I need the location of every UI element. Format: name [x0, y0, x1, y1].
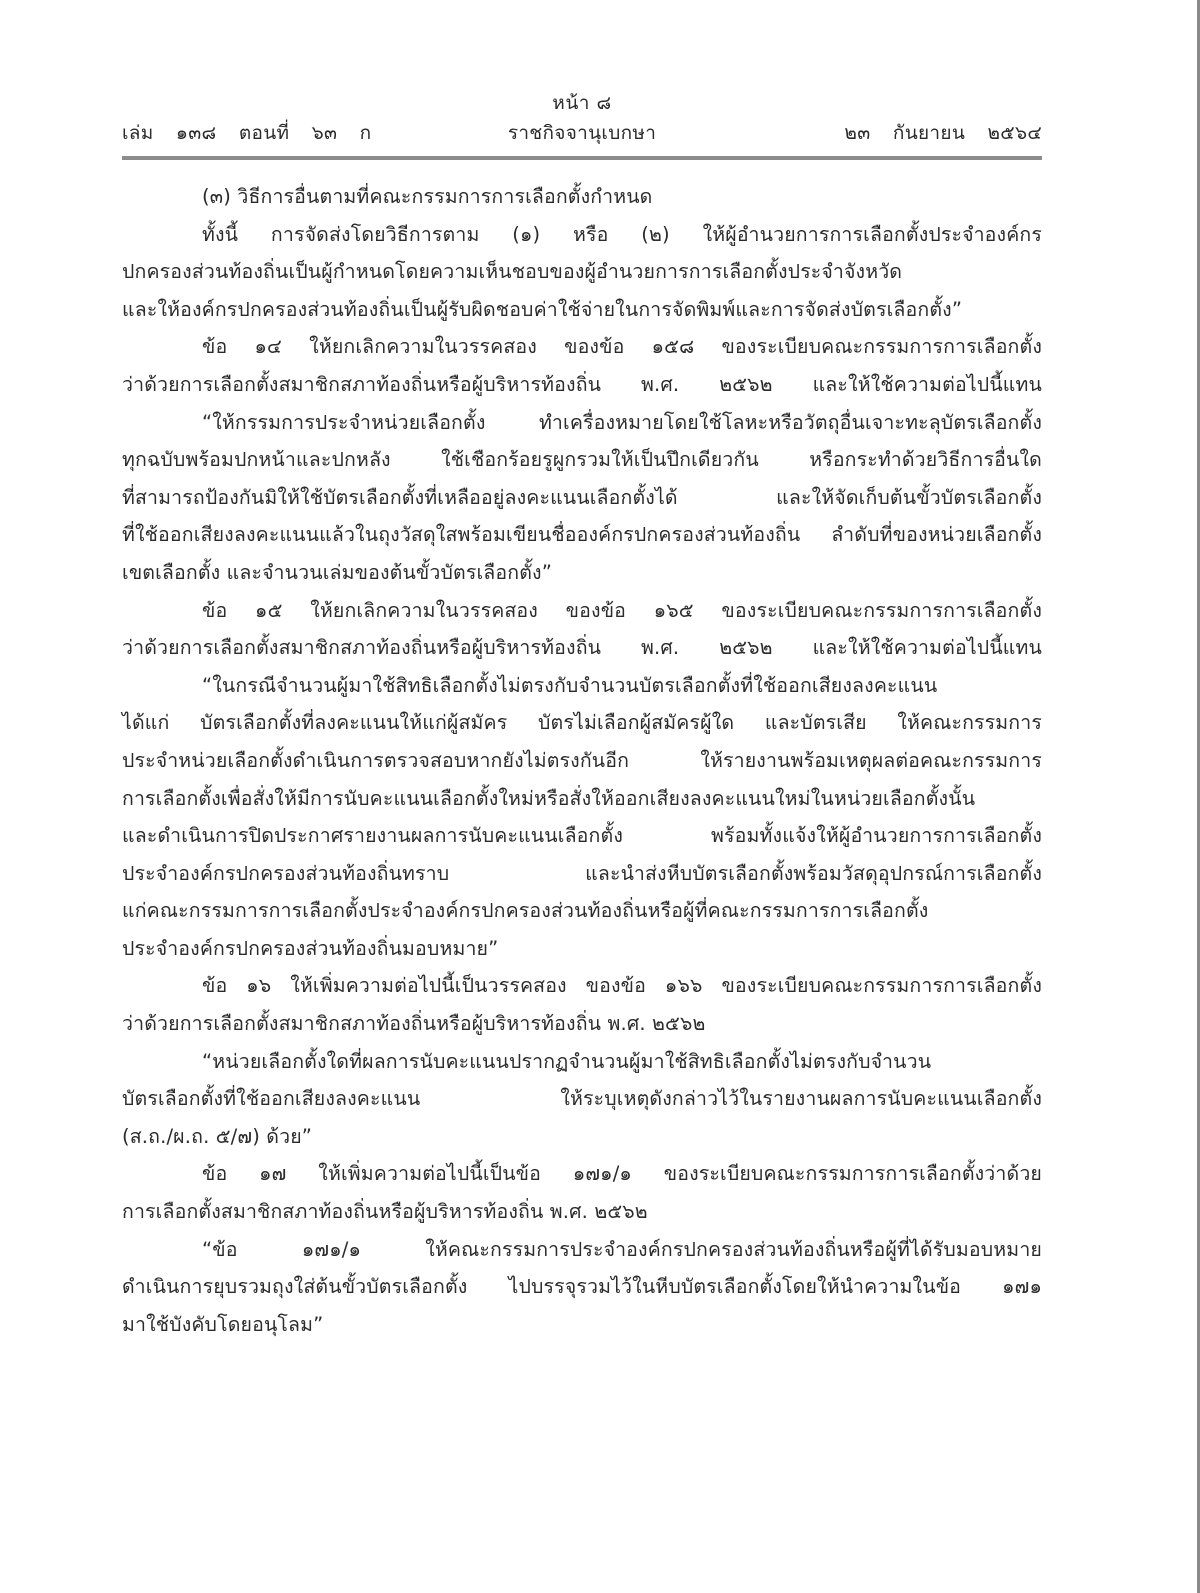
document-line: ประจำองค์กรปกครองส่วนท้องถิ่นทราบ และนำส่งหีบบัตรเลือกตั้งพร้อมวัสดุอุปกรณ์การเลือกตั้ง [122, 861, 1042, 885]
document-line: ดำเนินการยุบรวมถุงใส่ต้นขั้วบัตรเลือกตั้ง ไปบรรจุรวมไว้ในหีบบัตรเลือกตั้งโดยให้นำความในข้อ ๑๗๑ [122, 1275, 1042, 1299]
page-number: หน้า ๘ [552, 92, 612, 114]
document-line: ข้อ ๑๔ ให้ยกเลิกความในวรรคสอง ของข้อ ๑๕๘ ของระเบียบคณะกรรมการการเลือกตั้ง [202, 335, 1042, 359]
document-line: ข้อ ๑๖ ให้เพิ่มความต่อไปนี้เป็นวรรคสอง ของข้อ ๑๖๖ ของระเบียบคณะกรรมการการเลือกตั้ง [202, 974, 1042, 998]
document-line: บัตรเลือกตั้งที่ใช้ออกเสียงลงคะแนน ให้ระบุเหตุดังกล่าวไว้ในรายงานผลการนับคะแนนเลือกตั้ง [122, 1087, 1042, 1111]
document-line: “หน่วยเลือกตั้งใดที่ผลการนับคะแนนปรากฏจำนวนผู้มาใช้สิทธิเลือกตั้งไม่ตรงกับจำนวน [202, 1049, 932, 1073]
document-line: และดำเนินการปิดประกาศรายงานผลการนับคะแนนเลือกตั้ง พร้อมทั้งแจ้งให้ผู้อำนวยการการเลือกตั้ง [122, 824, 1042, 848]
volume-label: เล่ม [122, 122, 154, 144]
document-line: (๓) วิธีการอื่นตามที่คณะกรรมการการเลือกตั้งกำหนด [202, 185, 653, 208]
document-line: ที่ใช้ออกเสียงลงคะแนนแล้วในถุงวัสดุใสพร้อมเขียนชื่อองค์กรปกครองส่วนท้องถิ่น ลำดับที่ของหน่วยเลือกตั้ง [122, 523, 1042, 547]
header-divider [122, 156, 1042, 160]
document-line: และให้องค์กรปกครองส่วนท้องถิ่นเป็นผู้รับผิดชอบค่าใช้จ่ายในการจัดพิมพ์และการจัดส่งบัตรเลือกตั้ง” [122, 297, 963, 321]
document-line: การเลือกตั้งเพื่อสั่งให้มีการนับคะแนนเลือกตั้งใหม่หรือสั่งให้ออกเสียงลงคะแนนใหม่ในหน่วยเลือกตั้งนั้น [122, 786, 976, 810]
publication-title: ราชกิจจานุเบกษา [507, 122, 657, 144]
document-line: ข้อ ๑๗ ให้เพิ่มความต่อไปนี้เป็นข้อ ๑๗๑/๑ ของระเบียบคณะกรรมการการเลือกตั้งว่าด้วย [202, 1162, 1042, 1186]
document-line: ทุกฉบับพร้อมปกหน้าและปกหลัง ใช้เชือกร้อยรูผูกรวมให้เป็นปึกเดียวกัน หรือกระทำด้วยวิธีการอื่นใด [122, 448, 1042, 472]
document-line: ประจำหน่วยเลือกตั้งดำเนินการตรวจสอบหากยังไม่ตรงกันอีก ให้รายงานพร้อมเหตุผลต่อคณะกรรมการ [122, 748, 1042, 772]
document-line: ที่สามารถป้องกันมิให้ใช้บัตรเลือกตั้งที่เหลืออยู่ลงคะแนนเลือกตั้งได้ และให้จัดเก็บต้นขั้วบัตรเลือกตั้ง [122, 485, 1042, 509]
date-month: กันยายน [892, 122, 966, 144]
document-line: เขตเลือกตั้ง และจำนวนเล่มของต้นขั้วบัตรเลือกตั้ง” [122, 560, 552, 584]
document-line: มาใช้บังคับโดยอนุโลม” [122, 1312, 324, 1336]
issue-section: ก [359, 122, 372, 144]
issue-number: ๖๓ [311, 122, 338, 144]
document-line: ทั้งนี้ การจัดส่งโดยวิธีการตาม (๑) หรือ (๒) ให้ผู้อำนวยการการเลือกตั้งประจำองค์กร [202, 222, 1042, 246]
document-line: ปกครองส่วนท้องถิ่นเป็นผู้กำหนดโดยความเห็นชอบของผู้อำนวยการการเลือกตั้งประจำจังหวัด [122, 260, 903, 284]
header-volume-issue [122, 118, 387, 148]
document-line: “ข้อ ๑๗๑/๑ ให้คณะกรรมการประจำองค์กรปกครองส่วนท้องถิ่นหรือผู้ที่ได้รับมอบหมาย [202, 1237, 1042, 1261]
document-line: ว่าด้วยการเลือกตั้งสมาชิกสภาท้องถิ่นหรือผู้บริหารท้องถิ่น พ.ศ. ๒๕๖๒ [122, 1012, 706, 1036]
gazette-page [122, 88, 1042, 1343]
header-date [844, 118, 1042, 148]
issue-label: ตอนที่ [238, 122, 290, 144]
document-line: แก่คณะกรรมการการเลือกตั้งประจำองค์กรปกครองส่วนท้องถิ่นหรือผู้ที่คณะกรรมการการเลือกตั้ง [122, 899, 929, 923]
document-line: “ให้กรรมการประจำหน่วยเลือกตั้ง ทำเครื่องหมายโดยใช้โลหะหรือวัตถุอื่นเจาะทะลุบัตรเลือกตั้ง [202, 410, 1042, 434]
document-line: การเลือกตั้งสมาชิกสภาท้องถิ่นหรือผู้บริหารท้องถิ่น พ.ศ. ๒๕๖๒ [122, 1200, 648, 1224]
document-body [122, 178, 1042, 1343]
document-line: ประจำองค์กรปกครองส่วนท้องถิ่นมอบหมาย” [122, 936, 499, 960]
document-line: ข้อ ๑๕ ให้ยกเลิกความในวรรคสอง ของข้อ ๑๖๕ ของระเบียบคณะกรรมการการเลือกตั้ง [202, 598, 1042, 622]
volume-number: ๑๓๘ [175, 122, 217, 144]
document-line: “ในกรณีจำนวนผู้มาใช้สิทธิเลือกตั้งไม่ตรงกับจำนวนบัตรเลือกตั้งที่ใช้ออกเสียงลงคะแนน [202, 673, 938, 697]
document-line: (ส.ถ./ผ.ถ. ๕/๗) ด้วย” [122, 1124, 313, 1148]
document-line: ว่าด้วยการเลือกตั้งสมาชิกสภาท้องถิ่นหรือผู้บริหารท้องถิ่น พ.ศ. ๒๕๖๒ และให้ใช้ความต่อไปนี้แทน [122, 372, 1042, 396]
date-year: ๒๕๖๔ [987, 122, 1042, 144]
document-line: ว่าด้วยการเลือกตั้งสมาชิกสภาท้องถิ่นหรือผู้บริหารท้องถิ่น พ.ศ. ๒๕๖๒ และให้ใช้ความต่อไปนี้แทน [122, 636, 1042, 660]
document-line: ได้แก่ บัตรเลือกตั้งที่ลงคะแนนให้แก่ผู้สมัคร บัตรไม่เลือกผู้สมัครผู้ใด และบัตรเสีย ให้คณะกรรมการ [122, 711, 1042, 735]
gazette-header [122, 118, 1042, 148]
date-day: ๒๓ [844, 122, 871, 144]
